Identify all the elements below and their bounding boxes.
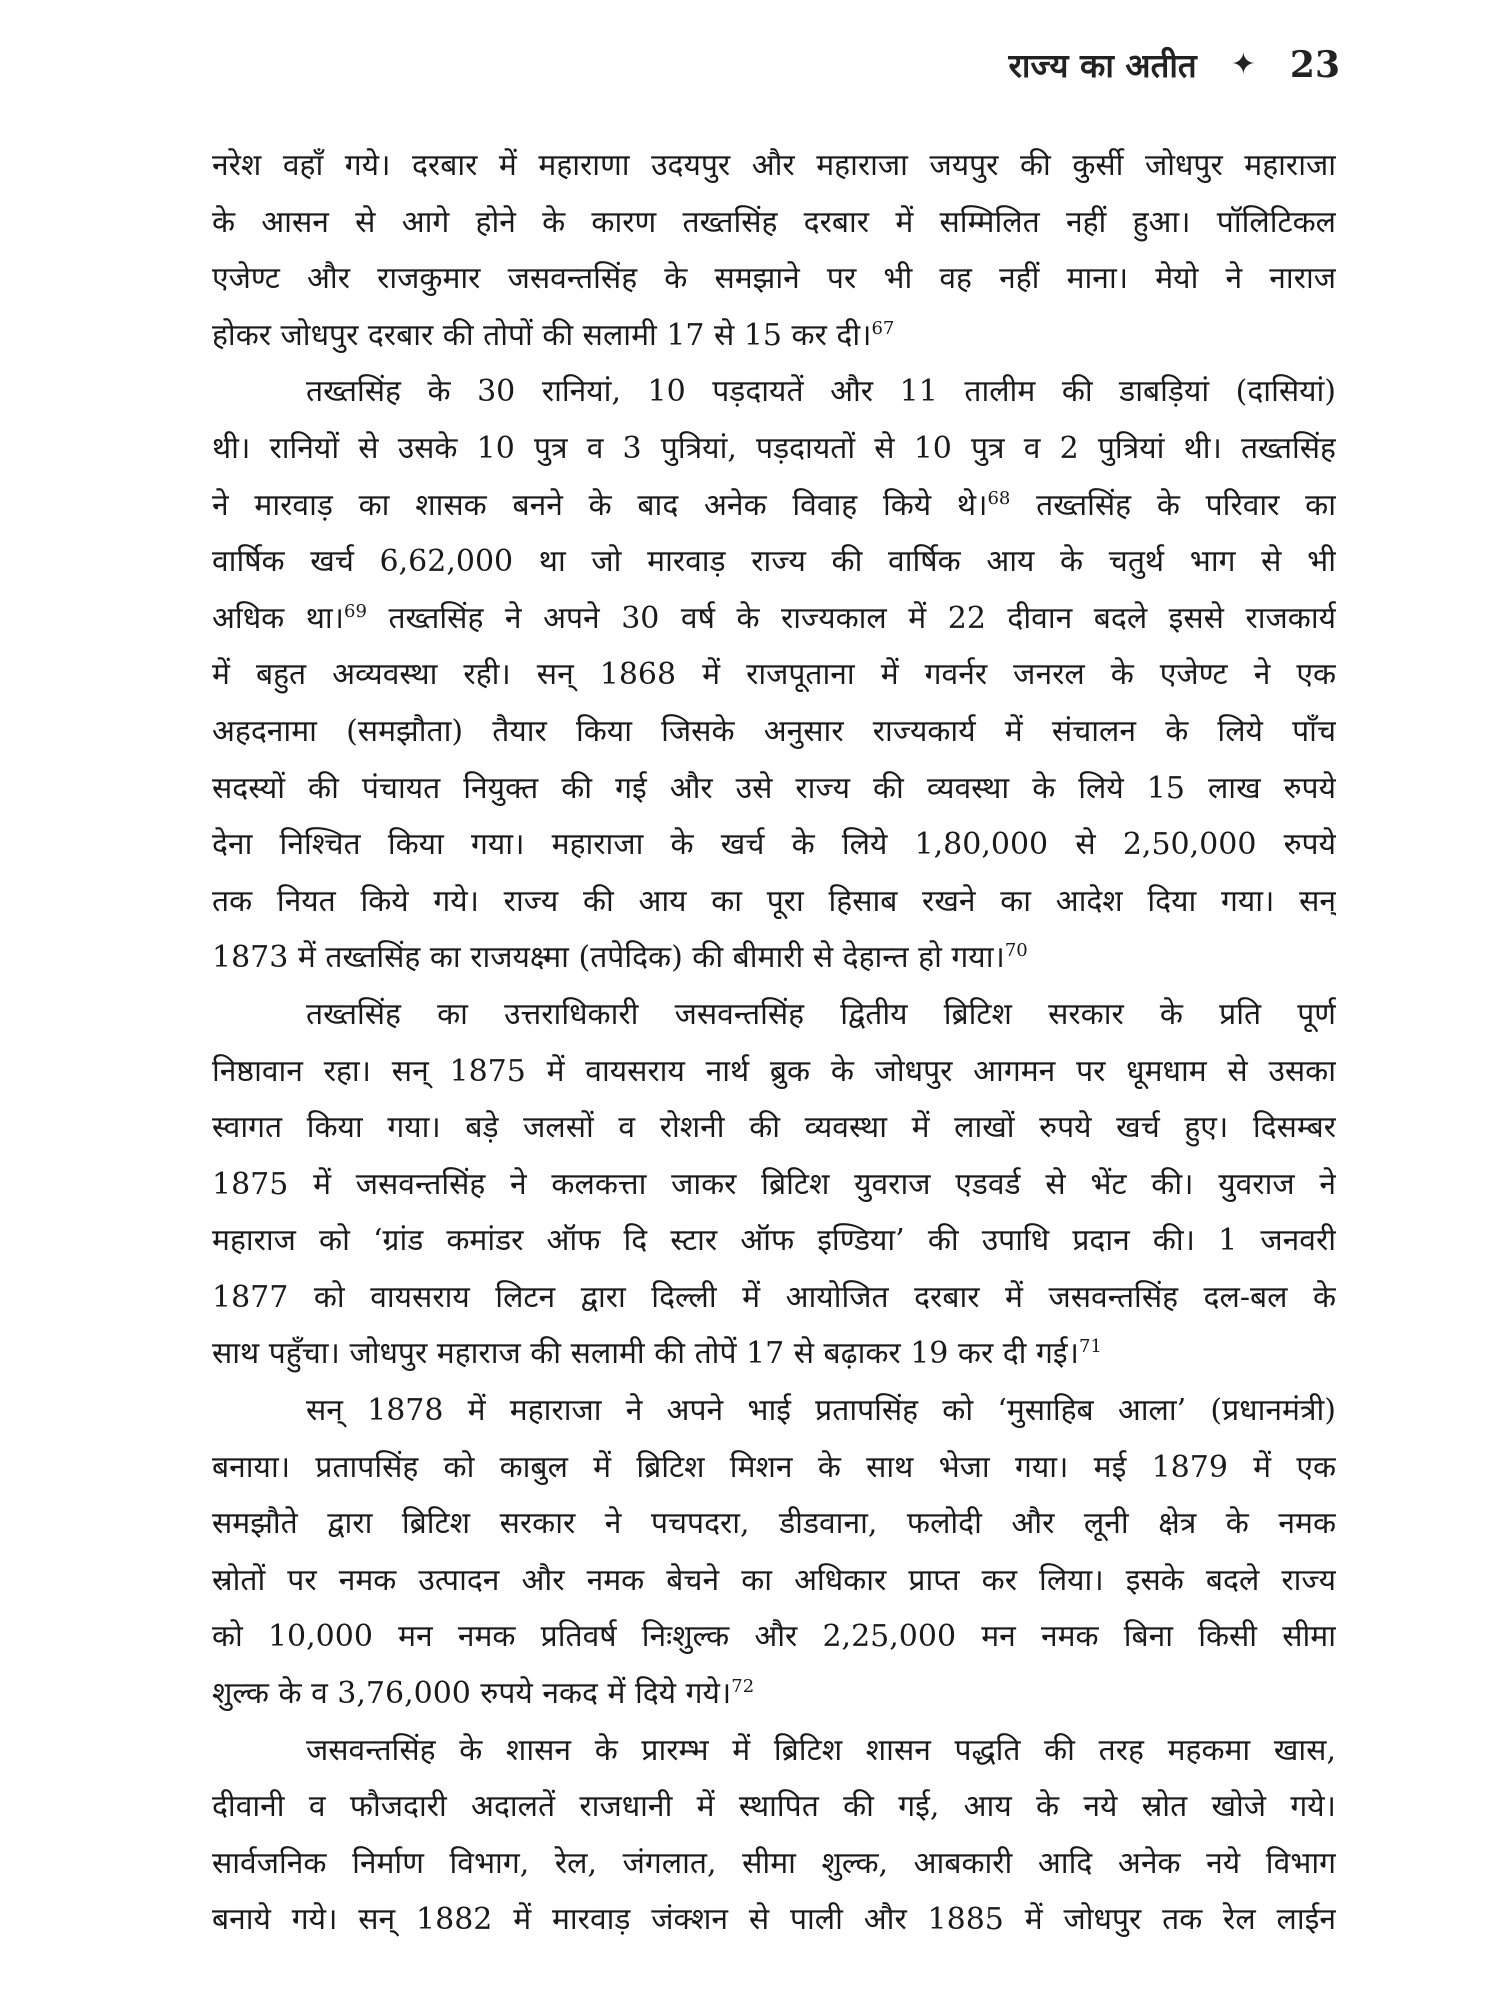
text-line: 1877 को वायसराय लिटन द्वारा दिल्ली में आयोजित दरबार में जसवन्तसिंह दल-बल के — [212, 1279, 1336, 1315]
footnote-ref: 72 — [731, 1676, 755, 1698]
ornament-star-icon: ✦ — [1230, 46, 1256, 82]
text-line: अधिक था।$^{69}$ तख्तसिंह ने अपने 30 वर्ष के राज्यकाल में 22 दीवान बदले इससे राजकार्य — [212, 600, 1336, 636]
footnote-ref: 68 — [987, 487, 1011, 509]
text-line: होकर जोधपुर दरबार की तोपों की सलामी 17 से 15 कर दी।$^{67}$ — [212, 317, 895, 353]
page-number: 23 — [1289, 43, 1340, 86]
footnote-ref: 70 — [1004, 940, 1028, 962]
text-line: नरेश वहाँ गये। दरबार में महाराणा उदयपुर और महाराजा जयपुर की कुर्सी जोधपुर महाराजा — [212, 148, 1336, 183]
text-line: थी। रानियों से उसके 10 पुत्र व 3 पुत्रियां, पड़दायतों से 10 पुत्र व 2 पुत्रियां थी। तख्तसिंह — [212, 430, 1336, 466]
text-line: बनाया। प्रतापसिंह को काबुल में ब्रिटिश मिशन के साथ भेजा गया। मई 1879 में एक — [212, 1449, 1336, 1485]
text-line: शुल्क के व 3,76,000 रुपये नकद में दिये गये।$^{72}$ — [212, 1676, 755, 1712]
text-line: अहदनामा (समझौता) तैयार किया जिसके अनुसार राज्यकार्य में संचालन के लिये पाँच — [212, 713, 1336, 749]
footnote-ref: 67 — [871, 317, 895, 339]
text-line: वार्षिक खर्च 6,62,000 था जो मारवाड़ राज्य की वार्षिक आय के चतुर्थ भाग से भी — [212, 544, 1336, 580]
text-line: स्वागत किया गया। बड़े जलसों व रोशनी की व्यवस्था में लाखों रुपये खर्च हुए। दिसम्बर — [212, 1110, 1336, 1146]
text-line: बनाये गये। सन् 1882 में मारवाड़ जंक्शन से पाली और 1885 में जोधपुर तक रेल लाईन — [212, 1902, 1336, 1938]
text-line: 1875 में जसवन्तसिंह ने कलकत्ता जाकर ब्रिटिश युवराज एडवर्ड से भेंट की। युवराज ने — [212, 1166, 1336, 1202]
text-line: सार्वजनिक निर्माण विभाग, रेल, जंगलात, सीमा शुल्क, आबकारी आदि अनेक नये विभाग — [212, 1845, 1336, 1881]
text-line: तख्तसिंह का उत्तराधिकारी जसवन्तसिंह द्वितीय ब्रिटिश सरकार के प्रति पूर्ण — [306, 996, 1336, 1032]
text-line: स्रोतों पर नमक उत्पादन और नमक बेचने का अधिकार प्राप्त कर लिया। इसके बदले राज्य — [212, 1562, 1336, 1598]
text-line: तक नियत किये गये। राज्य की आय का पूरा हिसाब रखने का आदेश दिया गया। सन् — [212, 883, 1336, 919]
text-line: दीवानी व फौजदारी अदालतें राजधानी में स्थापित की गई, आय के नये स्रोत खोजे गये। — [212, 1789, 1336, 1825]
text-line: तख्तसिंह के 30 रानियां, 10 पड़दायतें और 11 तालीम की डाबड़ियां (दासियां) — [306, 374, 1336, 410]
running-header — [1008, 42, 1340, 87]
text-line: समझौते द्वारा ब्रिटिश सरकार ने पचपदरा, डीडवाना, फलोदी और लूनी क्षेत्र के नमक — [212, 1506, 1336, 1542]
text-line: 1873 में तख्तसिंह का राजयक्ष्मा (तपेदिक) की बीमारी से देहान्त हो गया।$^{70}$ — [212, 940, 1028, 976]
text-line: एजेण्ट और राजकुमार जसवन्तसिंह के समझाने पर भी वह नहीं माना। मेयो ने नाराज — [212, 261, 1336, 297]
text-line: जसवन्तसिंह के शासन के प्रारम्भ में ब्रिटिश शासन पद्धति की तरह महकमा खास, — [306, 1732, 1336, 1768]
text-line: ने मारवाड़ का शासक बनने के बाद अनेक विवाह किये थे।$^{68}$ तख्तसिंह के परिवार का — [212, 487, 1336, 523]
text-line: साथ पहुँचा। जोधपुर महाराज की सलामी की तोपें 17 से बढ़ाकर 19 कर दी गई।$^{71}$ — [212, 1336, 1102, 1372]
body-text — [212, 138, 1336, 1949]
text-line: महाराज को ‘ग्रांड कमांडर ऑफ दि स्टार ऑफ इण्डिया’ की उपाधि प्रदान की। 1 जनवरी — [212, 1223, 1336, 1259]
chapter-title: राज्य का अतीत — [1008, 46, 1197, 85]
footnote-ref: 69 — [344, 600, 367, 622]
text-line: निष्ठावान रहा। सन् 1875 में वायसराय नार्थ ब्रुक के जोधपुर आगमन पर धूमधाम से उसका — [212, 1053, 1336, 1089]
text-line: में बहुत अव्यवस्था रही। सन् 1868 में राजपूताना में गवर्नर जनरल के एजेण्ट ने एक — [212, 657, 1336, 693]
text-line: सन् 1878 में महाराजा ने अपने भाई प्रतापसिंह को ‘मुसाहिब आला’ (प्रधानमंत्री) — [306, 1393, 1336, 1429]
text-line: सदस्यों की पंचायत नियुक्त की गई और उसे राज्य की व्यवस्था के लिये 15 लाख रुपये — [212, 770, 1336, 806]
text-line: को 10,000 मन नमक प्रतिवर्ष निःशुल्क और 2,25,000 मन नमक बिना किसी सीमा — [212, 1619, 1336, 1655]
footnote-ref: 71 — [1078, 1336, 1102, 1358]
text-line: देना निश्चित किया गया। महाराजा के खर्च के लिये 1,80,000 से 2,50,000 रुपये — [212, 827, 1336, 863]
text-line: के आसन से आगे होने के कारण तख्तसिंह दरबार में सम्मिलित नहीं हुआ। पॉलिटिकल — [212, 204, 1336, 240]
